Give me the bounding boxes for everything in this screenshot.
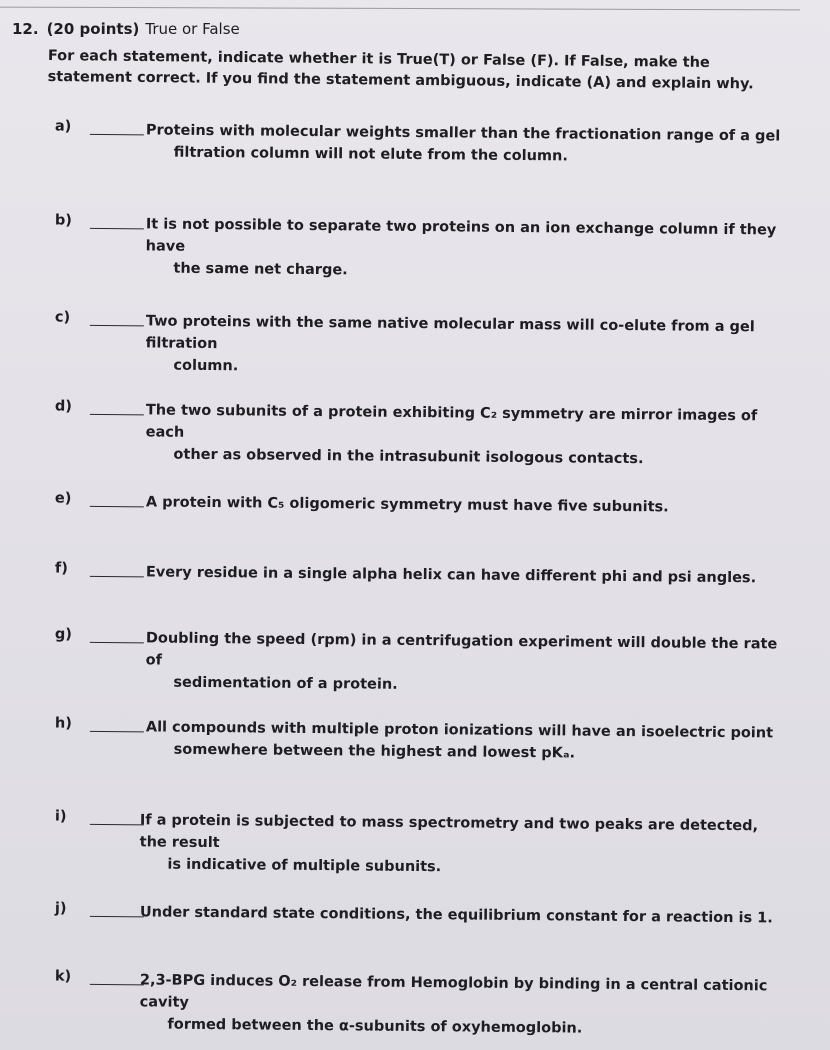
answer-blank[interactable] [90, 731, 144, 733]
answer-blank[interactable] [90, 414, 144, 416]
answer-blank[interactable] [90, 642, 144, 644]
answer-blank[interactable] [90, 824, 144, 826]
statement-letter: b) [54, 212, 73, 229]
statement-text: All compounds with multiple proton ionizations will have an isoelectric point somewhere between the highest and lowest pKₐ. [145, 719, 774, 762]
statement-letter: f) [54, 560, 68, 577]
statement-letter: j) [54, 900, 67, 917]
page-edge-line [0, 7, 800, 11]
statement-b [0, 212, 830, 279]
statement-letter: a) [54, 118, 72, 135]
answer-blank[interactable] [90, 916, 144, 918]
statement-letter: k) [54, 968, 72, 985]
statement-j [0, 900, 830, 927]
statement-k [0, 968, 830, 1037]
statement-i [0, 808, 830, 876]
statement-text: A protein with C₅ oligomeric symmetry must have five subunits. [145, 494, 669, 516]
statement-text: 2,3-BPG induces O₂ release from Hemoglobin by binding in a central cationic cavity formed between the α-subunits of oxyhemoglobin. [139, 972, 768, 1037]
statement-text: Doubling the speed (rpm) in a centrifugation experiment will double the rate of sedimentation of a protein. [145, 630, 778, 693]
question-points: (20 points) [46, 20, 140, 38]
statement-c [0, 309, 830, 375]
statement-text: If a protein is subjected to mass spectrometry and two peaks are detected, the result is indicative of multiple subunits. [139, 812, 759, 876]
answer-blank[interactable] [90, 576, 144, 578]
answer-blank[interactable] [90, 228, 144, 230]
answer-blank[interactable] [90, 134, 144, 136]
statement-a [0, 118, 830, 165]
answer-blank[interactable] [90, 984, 144, 986]
statement-letter: d) [54, 398, 73, 415]
statement-letter: h) [54, 715, 72, 732]
statement-letter: i) [54, 808, 67, 825]
statement-f [0, 560, 830, 587]
statement-text: Every residue in a single alpha helix can have different phi and psi angles. [145, 564, 757, 587]
question-number: 12. [12, 20, 39, 38]
statement-text: It is not possible to separate two proteins on an ion exchange column if they have the same net charge. [145, 216, 777, 279]
statement-letter: g) [54, 626, 73, 643]
statement-letter: c) [54, 309, 71, 326]
statement-text: Two proteins with the same native molecular mass will co-elute from a gel filtration column. [145, 313, 755, 375]
statement-h [0, 715, 830, 762]
question-title: True or False [145, 20, 240, 38]
question-header [12, 20, 240, 38]
statement-d [0, 398, 830, 468]
answer-blank[interactable] [90, 506, 144, 508]
statement-e [0, 490, 830, 516]
instructions: For each statement, indicate whether it is True(T) or False (F). If False, make the statement correct. If you find the statement ambiguous, indicate (A) and explain why. [47, 47, 754, 93]
statement-text: Proteins with molecular weights smaller than the fractionation range of a gel filtration column will not elute from the column. [145, 122, 781, 165]
statement-g [0, 626, 830, 693]
statement-text: Under standard state conditions, the equilibrium constant for a reaction is 1. [139, 904, 773, 927]
statement-letter: e) [54, 490, 72, 507]
statement-text: The two subunits of a protein exhibiting C₂ symmetry are mirror images of each other as observed in the intrasubunit isologous contacts. [145, 402, 758, 468]
answer-blank[interactable] [90, 325, 144, 327]
